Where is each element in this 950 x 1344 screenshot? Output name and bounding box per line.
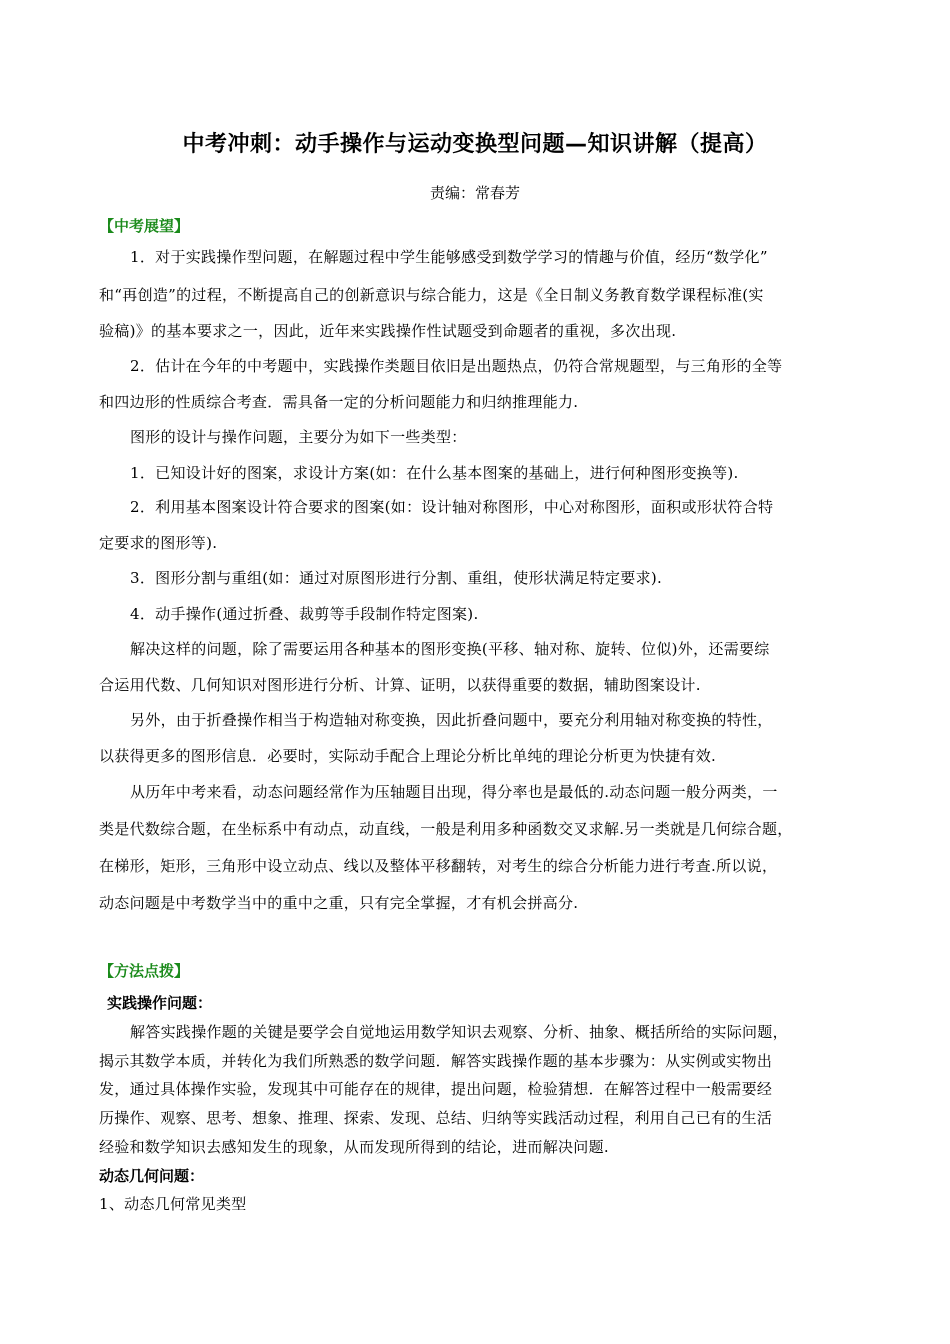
outlook-line: 定要求的图形等). — [99, 534, 218, 552]
outlook-line: 3．图形分割与重组(如：通过对原图形进行分割、重组，使形状满足特定要求). — [130, 569, 663, 587]
editor-credit: 责编：常春芳 — [429, 184, 520, 202]
outlook-line: 在梯形，矩形，三角形中设立动点、线以及整体平移翻转，对考生的综合分析能力进行考查.所以说， — [99, 857, 778, 875]
outlook-line: 和四边形的性质综合考查．需具备一定的分析问题能力和归纳推理能力. — [99, 393, 579, 411]
practice-line: 经验和数学知识去感知发生的现象，从而发现所得到的结论，进而解决问题. — [99, 1138, 609, 1156]
page-title: 中考冲刺：动手操作与运动变换型问题—知识讲解（提高） — [182, 132, 768, 157]
outlook-line: 1．对于实践操作型问题，在解题过程中学生能够感受到数学学习的情趣与价值，经历“数学化” — [130, 248, 768, 266]
outlook-line: 另外，由于折叠操作相当于构造轴对称变换，因此折叠问题中，要充分利用轴对称变换的特性， — [130, 711, 773, 729]
outlook-line: 验稿)》的基本要求之一，因此，近年来实践操作性试题受到命题者的重视，多次出现. — [99, 322, 677, 340]
outlook-line: 类是代数综合题，在坐标系中有动点，动直线，一般是利用多种函数交叉求解.另一类就是几何综合题， — [99, 820, 793, 838]
outlook-line: 动态问题是中考数学当中的重中之重，只有完全掌握，才有机会拼高分. — [99, 894, 579, 912]
practice-line: 发，通过具体操作实验，发现其中可能存在的规律，提出问题，检验猜想．在解答过程中一般需要经 — [99, 1080, 773, 1098]
outlook-line: 解决这样的问题，除了需要运用各种基本的图形变换(平移、轴对称、旋转、位似)外，还需要综 — [130, 640, 770, 658]
outlook-line: 1．已知设计好的图案，求设计方案(如：在什么基本图案的基础上，进行何种图形变换等). — [130, 464, 739, 482]
outlook-line: 4．动手操作(通过折叠、裁剪等手段制作特定图案). — [130, 605, 479, 623]
outlook-line: 和“再创造”的过程，不断提高自己的创新意识与综合能力，这是《全日制义务教育数学课程标准(实 — [99, 286, 764, 304]
dynamic-geometry-item: 1、动态几何常见类型 — [99, 1195, 247, 1213]
subheading-dynamic-geometry: 动态几何问题： — [99, 1167, 205, 1185]
outlook-line: 合运用代数、几何知识对图形进行分析、计算、证明，以获得重要的数据，辅助图案设计. — [99, 676, 701, 694]
outlook-line: 从历年中考来看，动态问题经常作为压轴题目出现，得分率也是最低的.动态问题一般分两类，一 — [130, 783, 778, 801]
outlook-line: 2．估计在今年的中考题中，实践操作类题目依旧是出题热点，仍符合常规题型，与三角形的全等 — [130, 357, 783, 375]
practice-line: 解答实践操作题的关键是要学会自觉地运用数学知识去观察、分析、抽象、概括所给的实际问题， — [130, 1023, 788, 1041]
subheading-practice: 实践操作问题： — [107, 994, 213, 1012]
outlook-line: 图形的设计与操作问题，主要分为如下一些类型： — [130, 428, 467, 446]
outlook-line: 以获得更多的图形信息．必要时，实际动手配合上理论分析比单纯的理论分析更为快捷有效. — [99, 747, 717, 765]
practice-line: 揭示其数学本质，并转化为我们所熟悉的数学问题．解答实践操作题的基本步骤为：从实例或实物出 — [99, 1052, 773, 1070]
section-heading-outlook: 【中考展望】 — [99, 217, 190, 235]
practice-line: 历操作、观察、思考、想象、推理、探索、发现、总结、归纳等实践活动过程，利用自己已有的生活 — [99, 1109, 773, 1127]
outlook-line: 2．利用基本图案设计符合要求的图案(如：设计轴对称图形，中心对称图形，面积或形状符合特 — [130, 498, 774, 516]
section-heading-method: 【方法点拨】 — [99, 962, 190, 980]
